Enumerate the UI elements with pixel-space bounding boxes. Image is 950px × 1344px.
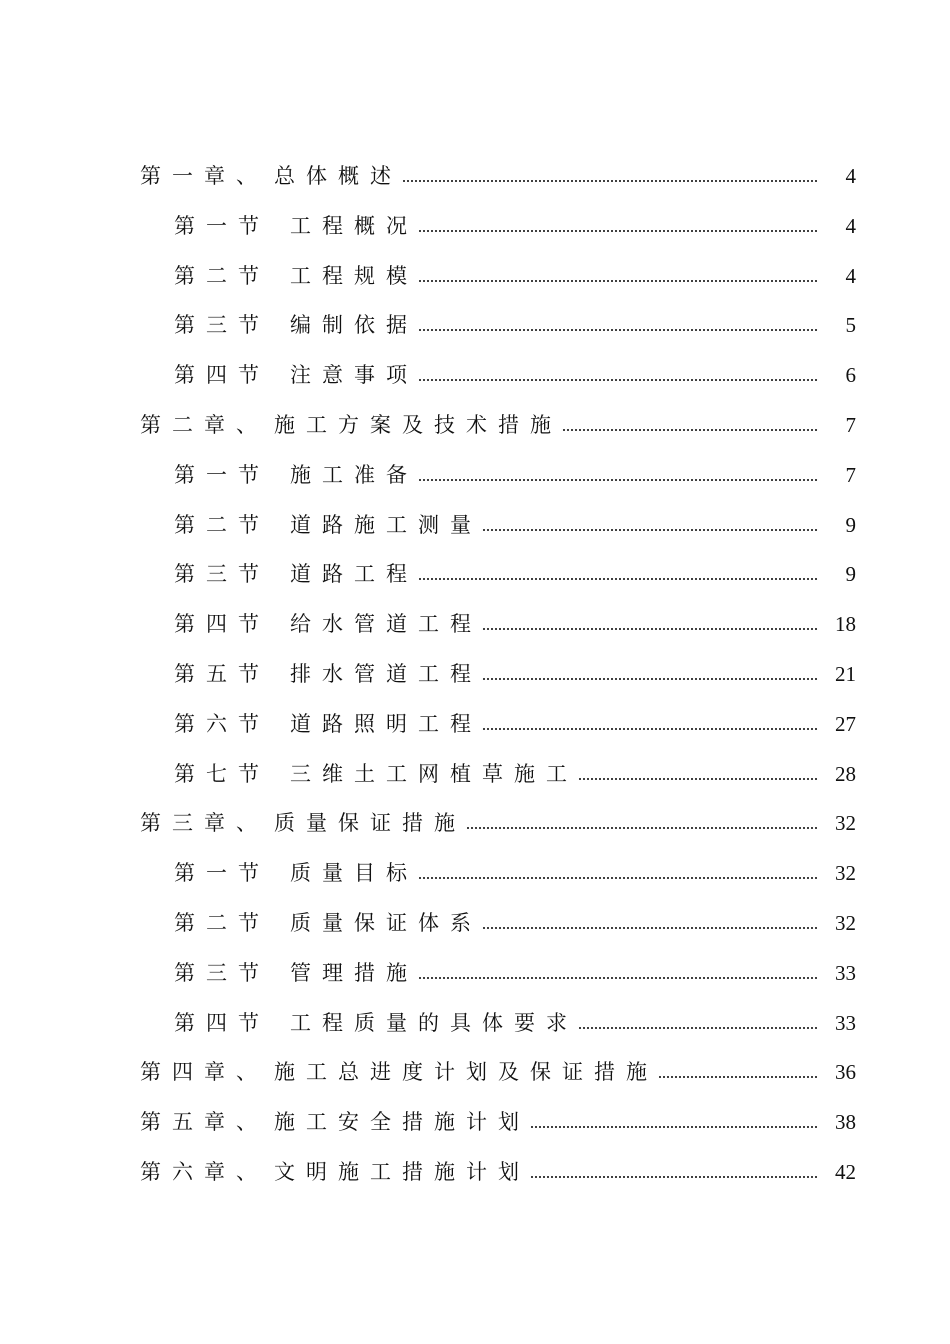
- toc-section-entry[interactable]: [174, 757, 856, 791]
- toc-dot-leader: [418, 379, 818, 381]
- toc-entry-title: 注意事项: [290, 363, 418, 387]
- toc-entry-title: 工程质量的具体要求: [290, 1011, 578, 1035]
- toc-entry-title: 工程规模: [290, 264, 418, 288]
- toc-dot-leader: [482, 728, 818, 730]
- toc-section-entry[interactable]: [174, 906, 856, 940]
- toc-entry-title: 施工方案及技术措施: [274, 413, 562, 437]
- toc-section-entry[interactable]: [174, 607, 856, 641]
- toc-section-entry[interactable]: [174, 707, 856, 741]
- toc-page-number: 4: [845, 264, 856, 288]
- toc-page-number: 32: [835, 861, 856, 885]
- toc-entry-title: 质量保证体系: [290, 911, 482, 935]
- toc-page-number: 4: [845, 214, 856, 238]
- toc-dot-leader: [482, 927, 818, 929]
- toc-entry-title: 施工安全措施计划: [274, 1110, 530, 1134]
- toc-page-number: 32: [835, 911, 856, 935]
- toc-entry-label: 第四章、: [140, 1060, 268, 1084]
- toc-page-number: 9: [845, 513, 856, 537]
- toc-entry-title: 道路施工测量: [290, 513, 482, 537]
- toc-dot-leader: [418, 877, 818, 879]
- toc-dot-leader: [418, 578, 818, 580]
- toc-page-number: 18: [835, 612, 856, 636]
- toc-section-entry[interactable]: [174, 856, 856, 890]
- toc-entry-title: 文明施工措施计划: [274, 1160, 530, 1184]
- toc-dot-leader: [402, 180, 818, 182]
- toc-entry-label: 第二节: [174, 513, 270, 537]
- toc-dot-leader: [578, 778, 818, 780]
- toc-entry-label: 第三节: [174, 313, 270, 337]
- toc-entry-title: 工程概况: [290, 214, 418, 238]
- toc-entry-title: 道路照明工程: [290, 712, 482, 736]
- toc-entry-title: 施工总进度计划及保证措施: [274, 1060, 658, 1084]
- toc-section-entry[interactable]: [174, 259, 856, 293]
- toc-dot-leader: [418, 479, 818, 481]
- toc-dot-leader: [418, 230, 818, 232]
- toc-entry-label: 第四节: [174, 363, 270, 387]
- toc-dot-leader: [418, 280, 818, 282]
- toc-entry-title: 质量目标: [290, 861, 418, 885]
- toc-page-number: 4: [845, 164, 856, 188]
- toc-entry-title: 编制依据: [290, 313, 418, 337]
- toc-entry-label: 第三节: [174, 961, 270, 985]
- toc-dot-leader: [482, 678, 818, 680]
- toc-chapter-entry[interactable]: [140, 1055, 856, 1089]
- toc-entry-title: 给水管道工程: [290, 612, 482, 636]
- toc-page-number: 27: [835, 712, 856, 736]
- toc-chapter-entry[interactable]: [140, 159, 856, 193]
- toc-dot-leader: [530, 1176, 818, 1178]
- toc-entry-label: 第一节: [174, 214, 270, 238]
- toc-section-entry[interactable]: [174, 209, 856, 243]
- toc-page-number: 9: [845, 562, 856, 586]
- toc-page-number: 28: [835, 762, 856, 786]
- toc-page-number: 33: [835, 1011, 856, 1035]
- toc-entry-label: 第一节: [174, 463, 270, 487]
- toc-entry-label: 第一章、: [140, 164, 268, 188]
- toc-section-entry[interactable]: [174, 1006, 856, 1040]
- toc-page-number: 6: [845, 363, 856, 387]
- toc-chapter-entry[interactable]: [140, 408, 856, 442]
- toc-entry-label: 第二节: [174, 911, 270, 935]
- toc-entry-label: 第四节: [174, 612, 270, 636]
- toc-entry-title: 施工准备: [290, 463, 418, 487]
- toc-dot-leader: [482, 529, 818, 531]
- toc-entry-title: 排水管道工程: [290, 662, 482, 686]
- toc-page-number: 32: [835, 811, 856, 835]
- toc-page-number: 38: [835, 1110, 856, 1134]
- toc-section-entry[interactable]: [174, 358, 856, 392]
- toc-dot-leader: [530, 1126, 818, 1128]
- toc-entry-title: 总体概述: [274, 164, 402, 188]
- toc-entry-label: 第三节: [174, 562, 270, 586]
- toc-entry-title: 道路工程: [290, 562, 418, 586]
- toc-page-number: 42: [835, 1160, 856, 1184]
- toc-dot-leader: [418, 329, 818, 331]
- toc-dot-leader: [482, 628, 818, 630]
- toc-entry-label: 第一节: [174, 861, 270, 885]
- toc-entry-label: 第二章、: [140, 413, 268, 437]
- toc-section-entry[interactable]: [174, 657, 856, 691]
- toc-entry-label: 第七节: [174, 762, 270, 786]
- toc-entry-label: 第四节: [174, 1011, 270, 1035]
- toc-section-entry[interactable]: [174, 956, 856, 990]
- toc-entry-label: 第六节: [174, 712, 270, 736]
- toc-entry-label: 第五节: [174, 662, 270, 686]
- toc-page-number: 5: [845, 313, 856, 337]
- toc-page-number: 7: [845, 413, 856, 437]
- toc-entry-label: 第五章、: [140, 1110, 268, 1134]
- toc-page-number: 7: [845, 463, 856, 487]
- toc-dot-leader: [418, 977, 818, 979]
- toc-entry-title: 管理措施: [290, 961, 418, 985]
- toc-page-number: 36: [835, 1060, 856, 1084]
- toc-entry-label: 第二节: [174, 264, 270, 288]
- toc-page-number: 21: [835, 662, 856, 686]
- toc-entry-title: 三维土工网植草施工: [290, 762, 578, 786]
- toc-section-entry[interactable]: [174, 458, 856, 492]
- toc-dot-leader: [562, 429, 818, 431]
- toc-entry-label: 第三章、: [140, 811, 268, 835]
- toc-chapter-entry[interactable]: [140, 806, 856, 840]
- toc-section-entry[interactable]: [174, 557, 856, 591]
- toc-dot-leader: [578, 1027, 818, 1029]
- toc-entry-label: 第六章、: [140, 1160, 268, 1184]
- toc-dot-leader: [466, 827, 818, 829]
- toc-page-number: 33: [835, 961, 856, 985]
- toc-chapter-entry[interactable]: [140, 1155, 856, 1189]
- toc-section-entry[interactable]: [174, 508, 856, 542]
- toc-section-entry[interactable]: [174, 308, 856, 342]
- toc-dot-leader: [658, 1076, 818, 1078]
- toc-chapter-entry[interactable]: [140, 1105, 856, 1139]
- toc-entry-title: 质量保证措施: [274, 811, 466, 835]
